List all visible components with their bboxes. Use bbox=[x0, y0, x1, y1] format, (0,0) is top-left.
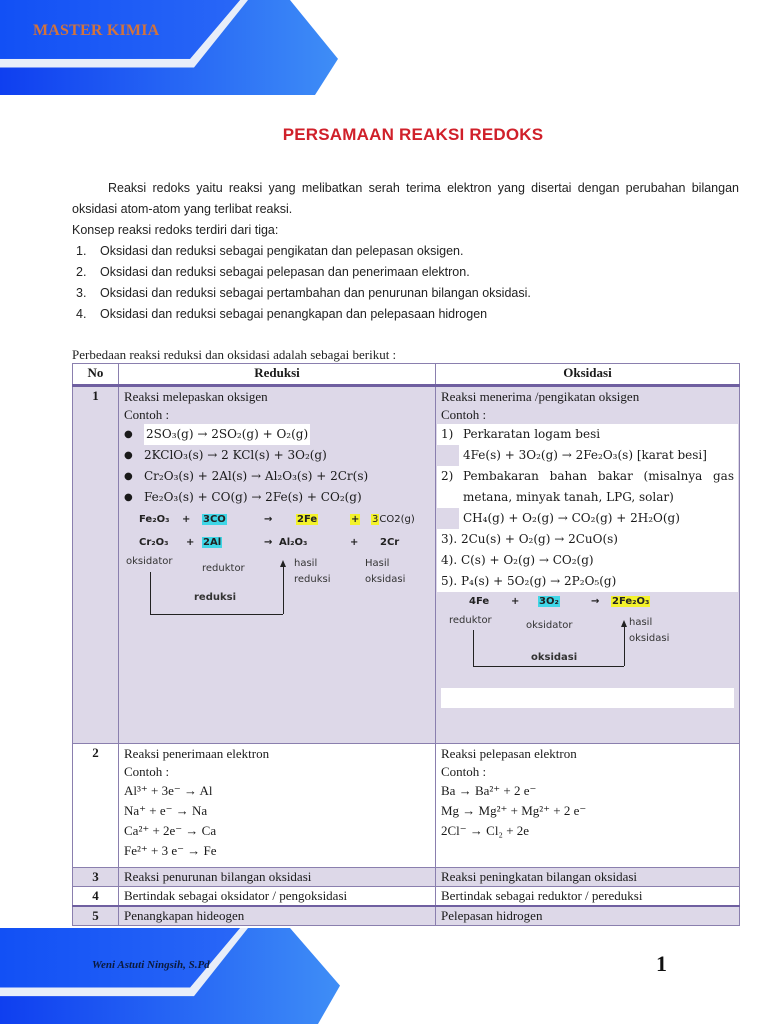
list-item: ● Cr₂O₃(s) + 2Al(s) → Al₂O₃(s) + 2Cr(s) bbox=[124, 469, 369, 483]
brand-title: MASTER KIMIA bbox=[33, 22, 160, 39]
header-reduksi: Reduksi bbox=[119, 364, 436, 386]
reduksi-cell: Reaksi melepaskan oksigen Contoh : ● 2SO₃(g) → 2SO₂(g) + O₂(g) ● 2KClO₃(s) → 2 KCl(s) + 3O₂(g) ● Cr₂O₃(s) + 2Al(s) → Al₂O₃(s) + 2Cr(s) ● Fe₂O₃(s) + CO(g) → 2Fe(s) + CO₂(g) Fe₂O₃ + 3CO → 2Fe + 3CO2(g) Cr₂O₃ + 2Al → Al₂O₃ + 2Cr oksidator reduktor hasil reduksi Hasil oksidasi reduksi bbox=[119, 386, 436, 744]
intro-section bbox=[72, 178, 739, 325]
table-row: 4 Bertindak sebagai oksidator / pengoksidasi Bertindak sebagai reduktor / pereduksi bbox=[73, 887, 740, 907]
list-item: ● 2KClO₃(s) → 2 KCl(s) + 3O₂(g) bbox=[124, 448, 327, 462]
arrow-line bbox=[624, 626, 625, 666]
table-row: 5 Penangkapan hideogen Pelepasan hidrogen bbox=[73, 906, 740, 926]
page-title: PERSAMAAN REAKSI REDOKS bbox=[282, 125, 544, 144]
list-item: 4. Oksidasi dan reduksi sebagai penangkapan dan pelepasaan hidrogen bbox=[76, 307, 488, 321]
oksidasi-cell: Reaksi menerima /pengikatan oksigen Contoh : 1) Perkaratan logam besi 4Fe(s) + 3O₂(g) → 2Fe₂O₃(s) [karat besi] 2) Pembakaran bahan bakar (misalnya gas metana, minyak tanah, LPG, solar) CH₄(g) + O₂(g) → CO₂(g) + 2H₂O(g) 3). 2Cu(s) + O₂(g) → 2CuO(s) 4). C(s) + O₂(g) → CO₂(g) 5). P₄(s) + 5O₂(g) → 2P₂O₅(g) 4Fe + 3O₂ → 2Fe₂O₃ reduktor oksidator hasil oksidasi oksidasi bbox=[436, 386, 740, 744]
concept-lead: Konsep reaksi redoks terdiri dari tiga: bbox=[72, 223, 279, 237]
table-row bbox=[73, 386, 740, 744]
concept-list bbox=[76, 241, 739, 325]
header-no: No bbox=[73, 364, 119, 386]
redox-comparison-table bbox=[72, 363, 740, 926]
table-row: 2 Reaksi penerimaan elektron Contoh : Al³⁺ + 3e⁻ → Al Na⁺ + e⁻ → Na Ca²⁺ + 2e⁻ → Ca Fe²⁺ + 3 e⁻ → Fe Reaksi pelepasan elektron Contoh : Ba → Ba²⁺ + 2 e⁻ Mg → Mg²⁺ + Mg²⁺ + 2 e⁻ 2Cl⁻ → Cl₂ + 2e bbox=[73, 744, 740, 868]
list-item: 1) Perkaratan logam besi bbox=[441, 427, 601, 441]
list-item: 1. Oksidasi dan reduksi sebagai pengikatan dan pelepasan oksigen. bbox=[76, 244, 464, 258]
reduksi-cell: Reaksi penerimaan elektron Contoh : Al³⁺ + 3e⁻ → Al Na⁺ + e⁻ → Na Ca²⁺ + 2e⁻ → Ca Fe²⁺ + 3 e⁻ → Fe bbox=[119, 744, 436, 868]
list-item: 3. Oksidasi dan reduksi sebagai pertambahan dan penurunan bilangan oksidasi. bbox=[76, 286, 531, 300]
arrow-line bbox=[473, 630, 474, 666]
list-item: 4). C(s) + O₂(g) → CO₂(g) bbox=[441, 553, 594, 567]
footer-banner bbox=[0, 928, 768, 1024]
list-item: ● Fe₂O₃(s) + CO(g) → 2Fe(s) + CO₂(g) bbox=[124, 490, 362, 504]
oxidation-diagram: 4Fe + 3O₂ → 2Fe₂O₃ reduktor oksidator hasil oksidasi oksidasi bbox=[441, 592, 734, 688]
intro-paragraph: Reaksi redoks yaitu reaksi yang melibatkan serah terima elektron yang disertai dengan perubahan bilangan oksidasi atom-atom yang terlibat reaksi. bbox=[72, 181, 739, 216]
author-name: Weni Astuti Ningsih, S.Pd bbox=[92, 959, 210, 971]
arrow-line bbox=[150, 572, 151, 614]
list-item: ● 2SO₃(g) → 2SO₂(g) + O₂(g) bbox=[124, 424, 430, 445]
header-oksidasi: Oksidasi bbox=[436, 364, 740, 386]
arrow-line bbox=[150, 614, 283, 615]
list-item: 5). P₄(s) + 5O₂(g) → 2P₂O₅(g) bbox=[441, 574, 617, 588]
oksidasi-cell: Reaksi pelepasan elektron Contoh : Ba → Ba²⁺ + 2 e⁻ Mg → Mg²⁺ + Mg²⁺ + 2 e⁻ 2Cl⁻ → Cl₂ + 2e bbox=[436, 744, 740, 868]
list-item: 2. Oksidasi dan reduksi sebagai pelepasan dan penerimaan elektron. bbox=[76, 265, 470, 279]
arrow-up-icon bbox=[280, 560, 286, 567]
table-header-row bbox=[73, 364, 740, 386]
arrow-line bbox=[473, 666, 624, 667]
row-number: 1 bbox=[73, 386, 119, 744]
list-item: 2) Pembakaran bahan bakar (misalnya gas metana, minyak tanah, LPG, solar) bbox=[441, 469, 734, 504]
table-row: 3 Reaksi penurunan bilangan oksidasi Reaksi peningkatan bilangan oksidasi bbox=[73, 868, 740, 887]
reduction-diagram: Fe₂O₃ + 3CO → 2Fe + 3CO2(g) Cr₂O₃ + 2Al → Al₂O₃ + 2Cr oksidator reduktor hasil reduksi Hasil oksidasi reduksi bbox=[124, 508, 430, 623]
list-item: 3). 2Cu(s) + O₂(g) → 2CuO(s) bbox=[441, 532, 618, 546]
table-caption: Perbedaan reaksi reduksi dan oksidasi adalah sebagai berikut : bbox=[72, 347, 397, 362]
header-banner bbox=[0, 0, 768, 95]
page-number: 1 bbox=[656, 951, 667, 976]
arrow-line bbox=[283, 566, 284, 614]
arrow-up-icon bbox=[621, 620, 627, 627]
